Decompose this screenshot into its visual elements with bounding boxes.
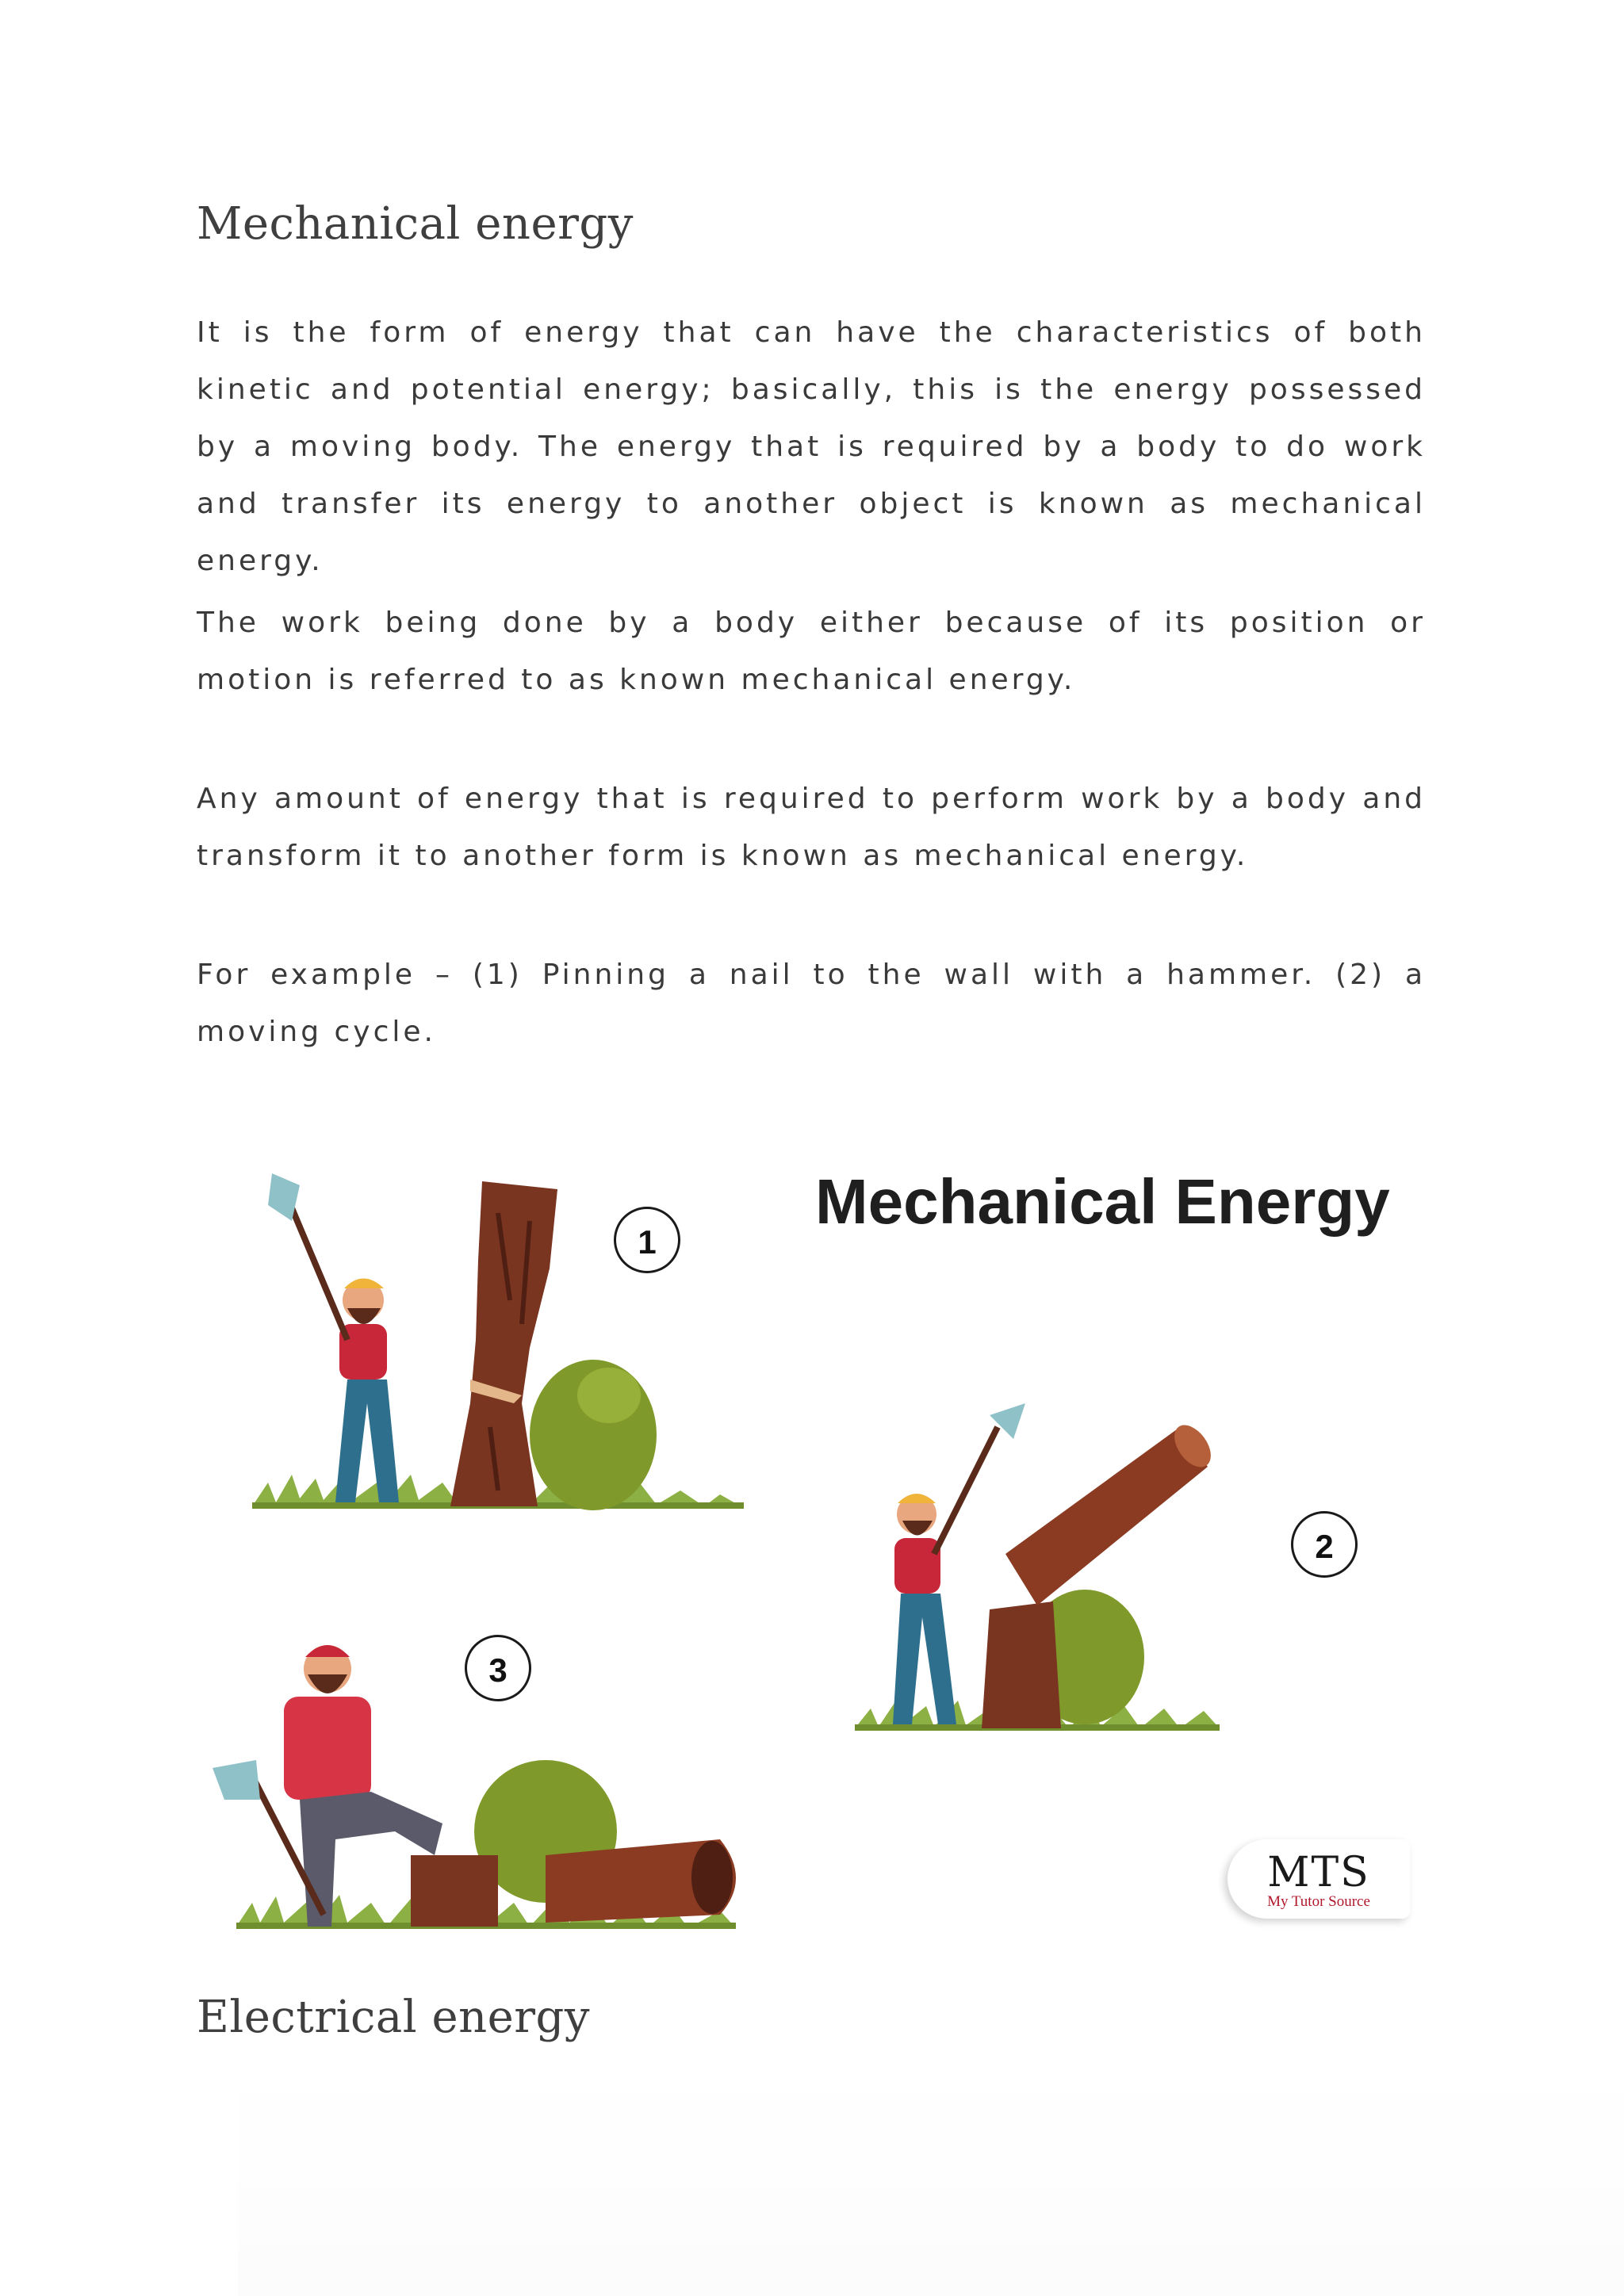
cap-3 (305, 1645, 350, 1657)
cap-1 (344, 1279, 384, 1289)
log-hollow-3 (691, 1841, 733, 1914)
section-title-electrical-energy: Electrical energy (197, 1992, 591, 2043)
step-1-badge: 1 (614, 1207, 680, 1273)
mts-logo (1228, 1839, 1410, 1919)
cap-2 (898, 1494, 936, 1503)
logo-subtitle: My Tutor Source (1267, 1893, 1370, 1910)
beard-3 (308, 1674, 347, 1693)
paragraph-transform: Any amount of energy that is required to perform work by a body and transform it to another form is known as mechanical energy. (197, 783, 1426, 872)
paragraph-work-done: The work being done by a body either because of its position or motion is referred to as known mechanical energy. (197, 607, 1426, 696)
logo-mark: MTS (1267, 1849, 1370, 1896)
stump-2 (982, 1601, 1061, 1728)
shirt-3 (284, 1697, 371, 1800)
paragraph-definition: It is the form of energy that can have the characteristics of both kinetic and potential energy; basically, this is the energy possessed by a moving body. The energy that is required by a body to do work and transfer its energy to another object is known as mechanical energy. (197, 316, 1426, 577)
falling-log-2 (1005, 1427, 1208, 1605)
pants-1 (335, 1380, 399, 1502)
step-2-badge: 2 (1291, 1511, 1358, 1578)
stump-3 (411, 1855, 498, 1927)
axe-handle-2 (934, 1427, 998, 1554)
scene-2-falling (855, 1403, 1220, 1731)
shirt-2 (894, 1538, 940, 1594)
bottom-fade (238, 2061, 1624, 2296)
figure-title: Mechanical Energy (815, 1166, 1390, 1237)
step-3-badge: 3 (465, 1635, 531, 1701)
axe-head-3 (213, 1760, 260, 1800)
mechanical-energy-illustration (197, 1142, 1426, 1934)
bush-1-highlight (577, 1368, 641, 1423)
paragraph-example: For example – (1) Pinning a nail to the wall with a hammer. (2) a moving cycle. (197, 959, 1426, 1048)
lumberjack-scenes (197, 1142, 1426, 1934)
pants-2 (893, 1594, 956, 1724)
section-title-mechanical-energy: Mechanical energy (197, 198, 634, 250)
